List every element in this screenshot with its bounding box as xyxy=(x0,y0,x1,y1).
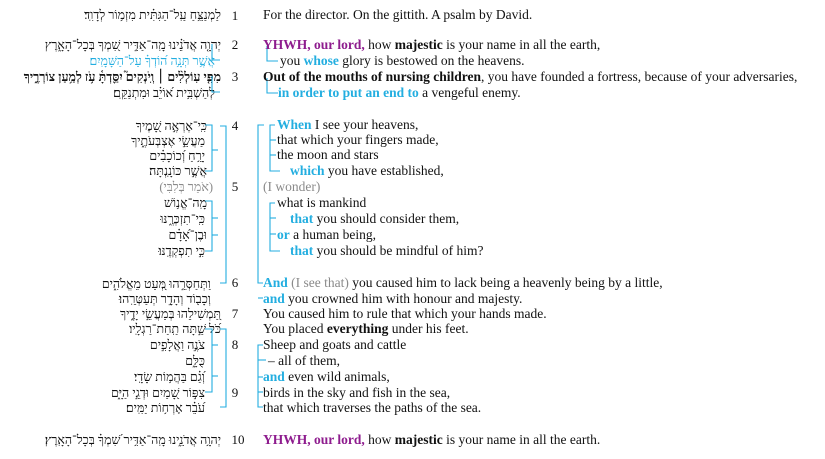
english-line: that which your fingers made, xyxy=(277,132,439,147)
verse-number: 6 xyxy=(231,275,239,290)
hebrew-line: כִּֽי־אֶרְאֶ֣ה שָׁ֭מֶיךָ xyxy=(135,119,207,133)
english-line: YHWH, our lord, how majestic is your name in all the earth, xyxy=(263,37,601,52)
hebrew-line: יָרֵ֥חַ וְ֝כוֹכָבִ֗ים xyxy=(149,149,205,163)
english-line: YHWH, our lord, how majestic is your name in all the earth. xyxy=(263,432,601,447)
verse-number: 7 xyxy=(231,306,239,321)
english-line: (I wonder) xyxy=(263,179,321,194)
verse-number: 1 xyxy=(231,8,239,23)
hebrew-line: כֹּ֝ל שַׁ֣תָּה תַֽחַת־רַגְלָֽיו׃ xyxy=(129,322,221,336)
hebrew-line: לַמְנַצֵּ֥חַ עַֽל־הַגִּתִּ֗ית מִזְמ֥וֹר לְדָוִֽד׃ xyxy=(84,8,221,22)
hebrew-line: כִּֽי־תִזְכְּרֶ֑נּוּ xyxy=(160,212,205,226)
hebrew-line: מִפִּ֤י עֽוֹלְלִ֨ים ׀ וְֽיֹנְקִים֮ יִסַּ֪דְתָּ֫ עֹ֥ז לְמַ֥עַן צוֹרְרֶ֑יךָ xyxy=(23,70,221,84)
english-line: Out of the mouths of nursing children, you have founded a fortress, because of your adversaries, xyxy=(263,69,798,84)
hebrew-line: צִפּ֣וֹר שָׁ֭מַיִם וּדְגֵ֣י הַיָּ֑ם xyxy=(110,386,205,400)
english-line: that which traverses the paths of the sea. xyxy=(263,400,482,415)
verse-number: 5 xyxy=(231,179,239,194)
english-line: And (I see that) you caused him to lack being a heavenly being by a little, xyxy=(263,275,663,290)
hebrew-line: לְהַשְׁבִּ֥ית א֝וֹיֵ֗ב וּמִתְנַקֵּֽם׃ xyxy=(113,86,215,100)
hebrew-line: וַתְּחַסְּרֵ֣הוּ מְּ֭עַט מֵאֱלֹהִ֑ים xyxy=(101,277,211,291)
english-line: the moon and stars xyxy=(277,147,379,162)
english-line: You placed everything under his feet. xyxy=(263,321,469,336)
english-line: you whose glory is bestowed on the heavens. xyxy=(280,53,525,68)
verse-number: 10 xyxy=(231,432,245,447)
english-line: When I see your heavens, xyxy=(277,117,419,132)
hebrew-line: עֹ֝בֵ֗ר אָרְח֥וֹת יַמִּֽים׃ xyxy=(125,401,205,415)
english-line: and even wild animals, xyxy=(263,369,390,384)
english-line: what is mankind xyxy=(277,195,367,210)
english-line: that you should consider them, xyxy=(290,211,460,226)
hebrew-line: (אֹמַר בְּלִבִּי) xyxy=(159,180,213,194)
hebrew-line: וּבֶן־אָ֝דָ֗ם xyxy=(168,228,207,242)
english-line: that you should be mindful of him? xyxy=(290,243,484,258)
verse-number: 4 xyxy=(231,118,239,133)
hebrew-line: וְ֝גַ֗ם בַּהֲמ֥וֹת שָׂדָֽי׃ xyxy=(134,370,205,384)
hebrew-line: תַּ֭מְשִׁילֵהוּ בְּמַעֲשֵׂ֣י יָדֶ֑יךָ xyxy=(120,307,221,321)
english-line: and you crowned him with honour and majesty. xyxy=(263,291,523,306)
english-line: or a human being, xyxy=(277,227,376,242)
verse-number: 2 xyxy=(231,37,239,52)
english-line: For the director. On the gittith. A psalm by David. xyxy=(263,7,533,22)
english-line: in order to put an end to a vengeful enemy. xyxy=(278,85,521,100)
hebrew-line: יְהוָ֤ה אֲדֹנֵ֗ינוּ מָֽה־אַדִּ֣יר שִׁ֭מְךָ בְּכָל־הָאָ֑רֶץ xyxy=(44,38,221,52)
hebrew-line: אֲשֶׁ֣ר כּוֹנָֽנְתָּה׃ xyxy=(149,164,207,178)
hebrew-line: אֲשֶׁ֥ר תְּנָ֥ה ה֝וֹדְךָ֗ עַל־הַשָּׁמָֽיִם׃ xyxy=(89,54,215,68)
hebrew-line: מַעֲשֵׂ֣י אֶצְבְּעֹתֶ֑יךָ xyxy=(131,134,205,148)
hebrew-line: כִּ֣י תִפְקְדֶֽנּוּ׃ xyxy=(158,244,205,258)
verse-number: 9 xyxy=(231,385,239,400)
english-line: which you have established, xyxy=(290,163,444,178)
english-line: You caused him to rule that which your hands made. xyxy=(263,306,547,321)
verse-number: 8 xyxy=(231,337,239,352)
hebrew-line: כֻּלָּ֑ם xyxy=(185,354,205,368)
hebrew-line: מָֽה־אֱנ֥וֹשׁ xyxy=(164,196,207,210)
english-line: birds in the sky and fish in the sea, xyxy=(263,385,451,400)
hebrew-line: יְהוָ֥ה אֲדֹנֵ֑ינוּ מָֽה־אַדִּ֥יר שִׁ֝מְךָ֗ בְּכָל־הָאָֽרֶץ׃ xyxy=(44,433,221,447)
verse-number: 3 xyxy=(231,69,239,84)
english-line: – all of them, xyxy=(268,353,340,368)
hebrew-line: צֹנֶ֣ה וַאֲלָפִ֣ים xyxy=(149,338,205,352)
hebrew-line: וְכָב֖וֹד וְהָדָ֣ר תְּעַטְּרֵֽהוּ׃ xyxy=(118,292,211,306)
english-line: Sheep and goats and cattle xyxy=(263,337,407,352)
